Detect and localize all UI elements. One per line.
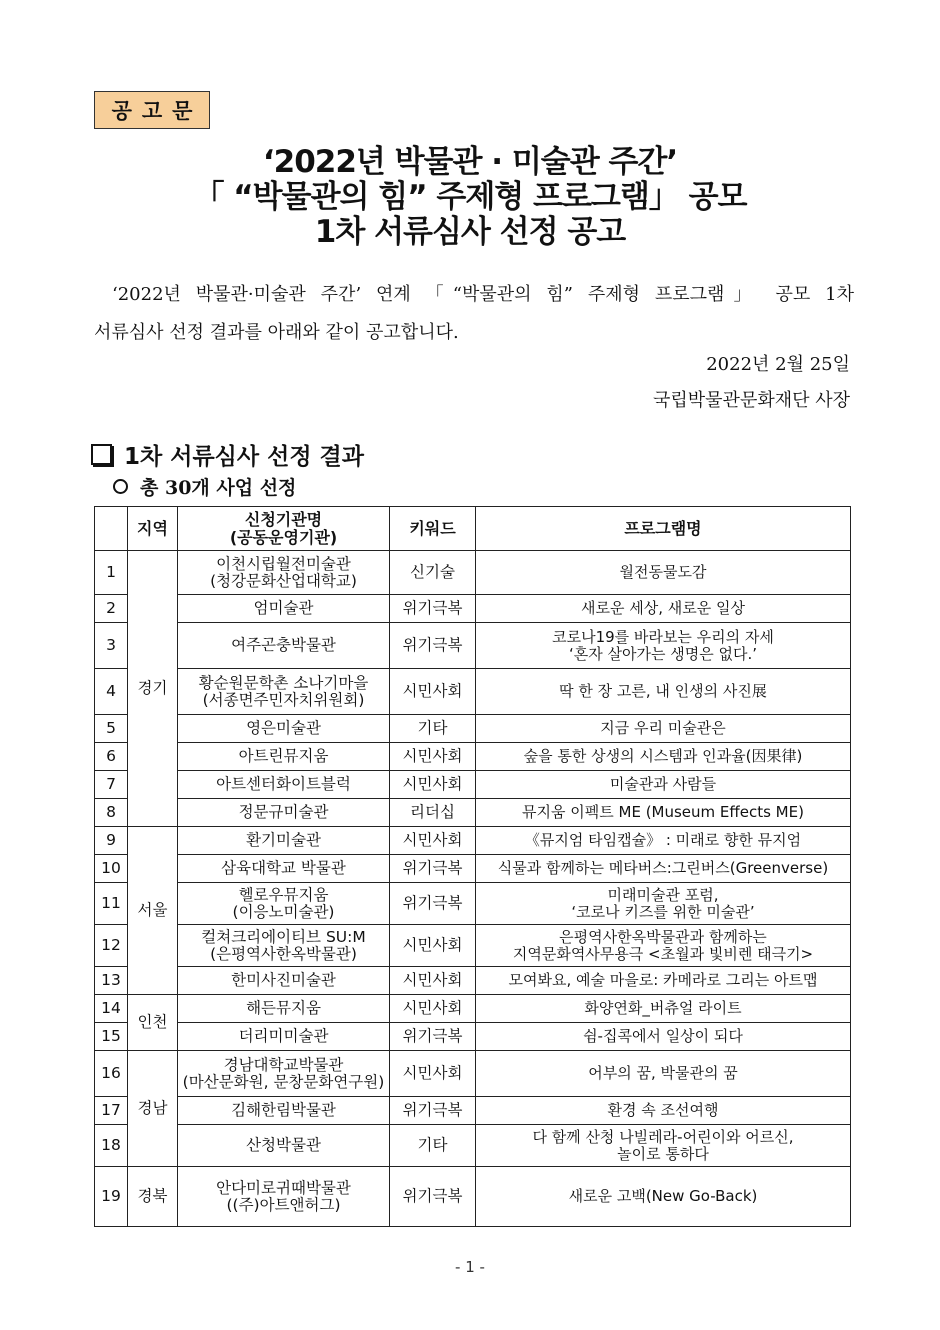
subsection-title: 총 30개 사업 선정 [140,477,297,499]
table-row [95,715,851,743]
cell-program [476,623,851,669]
org-name: 환기미술관 [246,831,321,849]
cell-no: 8 [95,799,128,827]
cell-keyword: 시민사회 [390,771,476,799]
org-partner: ((주)아트앤허그) [226,1195,341,1214]
cell-program [476,551,851,595]
header-no [95,507,128,551]
org-name: 더리미미술관 [238,1027,329,1045]
cell-org [178,883,390,925]
org-name: 아트린뮤지움 [238,747,329,765]
table-row [95,1051,851,1097]
table-row [95,1097,851,1125]
section-heading [91,438,364,471]
org-name: 김해한림박물관 [231,1101,336,1119]
cell-keyword: 위기극복 [390,855,476,883]
table-row [95,1167,851,1227]
program-line-1: 딱 한 장 고른, 내 인생의 사진展 [559,682,767,700]
org-name: 영은미술관 [246,719,321,737]
cell-no: 7 [95,771,128,799]
program-line-1: 뮤지움 이펙트 ME (Museum Effects ME) [522,803,804,821]
cell-region: 경북 [128,1167,178,1227]
cell-keyword: 위기극복 [390,1023,476,1051]
cell-keyword: 시민사회 [390,827,476,855]
cell-org [178,595,390,623]
cell-program [476,827,851,855]
table-row [95,995,851,1023]
org-partner: (은평역사한옥박물관) [210,944,357,963]
cell-program [476,669,851,715]
org-name: 정문규미술관 [238,803,329,821]
cell-program [476,595,851,623]
cell-program [476,1051,851,1097]
org-name: 산청박물관 [246,1136,321,1154]
cell-org [178,799,390,827]
table-header-row [95,507,851,551]
org-name: 삼육대학교 박물관 [221,859,346,877]
cell-org [178,771,390,799]
cell-no: 10 [95,855,128,883]
cell-keyword: 시민사회 [390,669,476,715]
cell-no: 17 [95,1097,128,1125]
program-line-1: 은평역사한옥박물관과 함께하는 [559,927,767,946]
cell-keyword: 신기술 [390,551,476,595]
cell-program [476,855,851,883]
cell-org [178,827,390,855]
program-line-1: 《뮤지엄 타임캡슐》 : 미래로 향한 뮤지엄 [524,831,802,849]
announcement-date: 2022년 2월 25일 [706,354,850,375]
org-name: 한미사진미술관 [231,971,336,989]
cell-keyword: 위기극복 [390,1097,476,1125]
program-line-2: ‘혼자 살아가는 생명은 없다.’ [569,644,757,663]
cell-region: 인천 [128,995,178,1051]
cell-org [178,743,390,771]
org-name: 아트센터화이트블럭 [216,775,351,793]
cell-no: 6 [95,743,128,771]
cell-keyword: 위기극복 [390,623,476,669]
program-line-1: 식물과 함께하는 메타버스:그린버스(Greenverse) [497,859,829,877]
cell-program [476,967,851,995]
org-partner: (이응노미술관) [232,902,335,921]
table-row [95,967,851,995]
program-line-1: 다 함께 산청 나빌레라-어린이와 어르신, [532,1127,794,1146]
table-row [95,771,851,799]
table-row [95,799,851,827]
cell-org [178,967,390,995]
title-line-2: 「 “박물관의 힘” 주제형 프로그램」 공모 [193,179,747,215]
cell-region: 경남 [128,1051,178,1167]
org-name: 황순원문학촌 소나기마을 [198,673,369,692]
cell-program [476,1125,851,1167]
program-line-1: 어부의 꿈, 박물관의 꿈 [588,1064,738,1082]
org-name: 해든뮤지움 [246,999,321,1017]
header-keyword: 키워드 [390,507,476,551]
table-row [95,1125,851,1167]
cell-no: 18 [95,1125,128,1167]
org-name: 엄미술관 [253,599,314,617]
table-row [95,925,851,967]
org-name: 컬쳐크리에이티브 SU:M [201,927,366,946]
org-partner: (청강문화산업대학교) [210,571,357,590]
cell-program [476,771,851,799]
intro-line-2: 서류심사 선정 결과를 아래와 같이 공고합니다. [94,322,459,343]
cell-program [476,1023,851,1051]
cell-no: 5 [95,715,128,743]
cell-keyword: 위기극복 [390,1167,476,1227]
cell-org [178,1125,390,1167]
cell-org [178,1097,390,1125]
intro-line-1: ‘2022년 박물관·미술관 주간’ 연계 「“박물관의 힘” 주제형 프로그램」 공모 1차 [112,284,854,305]
table-row [95,855,851,883]
table-row [95,595,851,623]
program-line-1: 모여봐요, 예술 마을로: 카메라로 그리는 아트맵 [508,971,818,989]
cell-no: 19 [95,1167,128,1227]
program-line-1: 쉼-집콕에서 일상이 되다 [583,1027,743,1045]
cell-keyword: 위기극복 [390,883,476,925]
cell-program [476,925,851,967]
cell-program [476,743,851,771]
cell-org [178,623,390,669]
org-name: 이천시립월전미술관 [216,554,351,573]
program-line-1: 지금 우리 미술관은 [600,719,726,737]
org-name: 여주곤충박물관 [231,636,336,654]
cell-no: 12 [95,925,128,967]
org-name: 헬로우뮤지움 [238,885,329,904]
selection-table [94,506,851,1227]
table-row [95,551,851,595]
cell-no: 9 [95,827,128,855]
cell-no: 13 [95,967,128,995]
cell-keyword: 시민사회 [390,925,476,967]
cell-keyword: 기타 [390,1125,476,1167]
cell-org [178,1023,390,1051]
table-row [95,883,851,925]
cell-program [476,995,851,1023]
section-title: 1차 서류심사 선정 결과 [124,444,364,470]
cell-program [476,715,851,743]
cell-program [476,883,851,925]
org-name: 경남대학교박물관 [223,1055,344,1074]
table-row [95,669,851,715]
subsection-heading [113,473,296,500]
circle-bullet-icon [113,479,128,494]
program-line-1: 미래미술관 포럼, [607,885,719,904]
cell-no: 2 [95,595,128,623]
header-program: 프로그램명 [476,507,851,551]
cell-program [476,1097,851,1125]
program-line-1: 새로운 고백(New Go-Back) [568,1187,758,1205]
header-org-line2: (공동운영기관) [229,527,338,547]
table-row [95,1023,851,1051]
cell-org [178,1051,390,1097]
signer: 국립박물관문화재단 사장 [653,390,850,411]
cell-no: 16 [95,1051,128,1097]
cell-no: 1 [95,551,128,595]
cell-region: 경기 [128,551,178,827]
program-line-1: 미술관과 사람들 [609,775,717,793]
org-partner: (마산문화원, 문창문화연구원) [182,1072,385,1091]
title-line-1: ‘2022년 박물관 · 미술관 주간’ [262,144,678,180]
cell-no: 15 [95,1023,128,1051]
cell-no: 4 [95,669,128,715]
org-partner: (서종면주민자치위원회) [202,690,365,709]
cell-org [178,925,390,967]
program-line-2: ‘코로나 키즈를 위한 미술관’ [571,902,755,921]
cell-no: 11 [95,883,128,925]
cell-keyword: 시민사회 [390,995,476,1023]
cell-keyword: 시민사회 [390,743,476,771]
cell-keyword: 리더십 [390,799,476,827]
header-org [178,507,390,551]
cell-org [178,669,390,715]
header-org-line1: 신청기관명 [244,509,323,529]
cell-org [178,551,390,595]
cell-no: 14 [95,995,128,1023]
checkbox-square-icon [91,444,112,465]
cell-no: 3 [95,623,128,669]
cell-program [476,1167,851,1227]
table-body [95,551,851,1227]
cell-region: 서울 [128,827,178,995]
page-number: - 1 - [455,1258,485,1276]
cell-org [178,715,390,743]
table-row [95,827,851,855]
program-line-1: 월전동물도감 [619,563,707,581]
org-name: 안다미로귀때박물관 [216,1178,351,1197]
program-line-1: 숲을 통한 상생의 시스템과 인과율(因果律) [523,747,803,765]
table-row [95,623,851,669]
program-line-1: 새로운 세상, 새로운 일상 [581,599,745,617]
cell-keyword: 위기극복 [390,595,476,623]
program-line-2: 지역문화역사무용극 <초월과 빛비렌 태극기> [512,944,814,963]
cell-keyword: 시민사회 [390,1051,476,1097]
cell-keyword: 시민사회 [390,967,476,995]
cell-keyword: 기타 [390,715,476,743]
program-line-1: 화양연화_버츄얼 라이트 [584,999,742,1017]
program-line-1: 코로나19를 바라보는 우리의 자세 [552,627,774,646]
title-line-3: 1차 서류심사 선정 공고 [314,214,626,250]
header-region: 지역 [128,507,178,551]
cell-org [178,855,390,883]
cell-org [178,995,390,1023]
program-line-1: 환경 속 조선여행 [607,1101,719,1119]
notice-badge: 공고문 [94,91,210,129]
cell-org [178,1167,390,1227]
program-line-2: 놀이로 통하다 [617,1144,709,1163]
cell-program [476,799,851,827]
table-row [95,743,851,771]
